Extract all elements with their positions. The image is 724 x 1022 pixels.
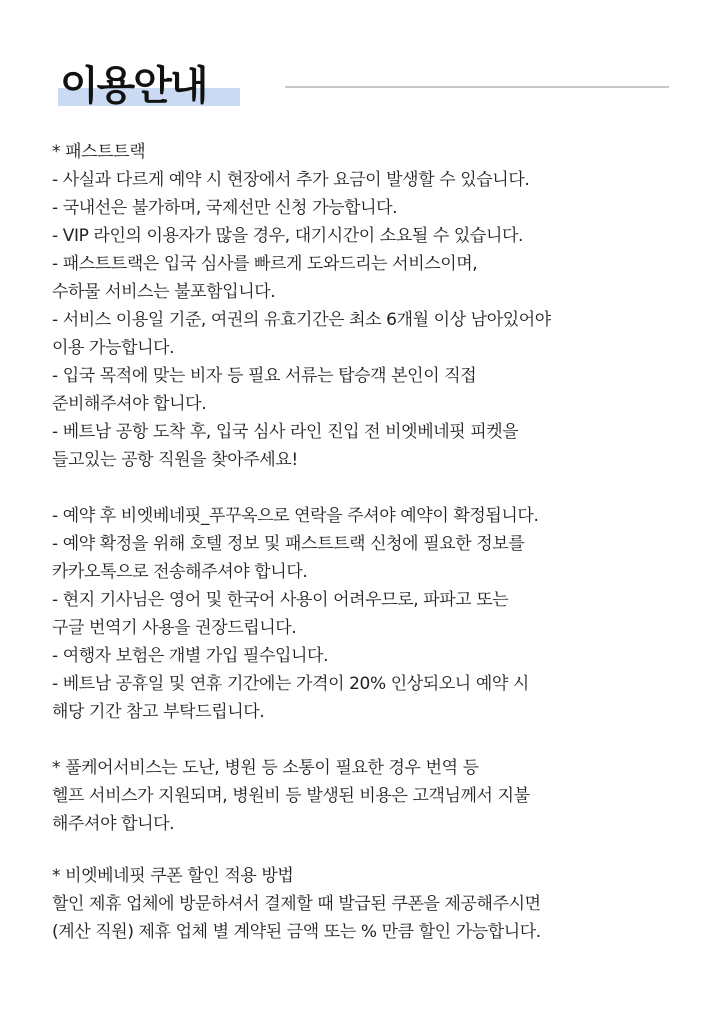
notice-line: * 풀케어서비스는 도난, 병원 등 소통이 필요한 경우 번역 등 [52, 758, 479, 778]
notice-line: - 국내선은 불가하며, 국제선만 신청 가능합니다. [52, 198, 398, 218]
notice-line: - VIP 라인의 이용자가 많을 경우, 대기시간이 소요될 수 있습니다. [52, 226, 523, 246]
section-heading: * 비엣베네핏 쿠폰 할인 적용 방법 [52, 866, 294, 886]
fasttrack-section [52, 138, 714, 474]
notice-line: 이용 가능합니다. [52, 338, 175, 358]
notice-line: 해당 기간 참고 부탁드립니다. [52, 702, 265, 722]
notice-line: - 사실과 다르게 예약 시 현장에서 추가 요금이 발생할 수 있습니다. [52, 170, 530, 190]
notice-line: 해주셔야 합니다. [52, 814, 175, 834]
notice-line: (계산 직원) 제휴 업체 별 계약된 금액 또는 % 만큼 할인 가능합니다. [52, 922, 541, 942]
notice-line: 카카오톡으로 전송해주셔야 합니다. [52, 562, 308, 582]
notice-line: 수하물 서비스는 불포함입니다. [52, 282, 276, 302]
notice-line: 들고있는 공항 직원을 찾아주세요! [52, 450, 298, 470]
notice-line: - 여행자 보험은 개별 가입 필수입니다. [52, 646, 329, 666]
notice-line: - 패스트트랙은 입국 심사를 빠르게 도와드리는 서비스이며, [52, 254, 478, 274]
fullcare-section [52, 754, 714, 838]
notice-line: 할인 제휴 업체에 방문하셔서 결제할 때 발급된 쿠폰을 제공해주시면 [52, 894, 541, 914]
notice-line: - 서비스 이용일 기준, 여권의 유효기간은 최소 6개월 이상 남아있어야 [52, 310, 551, 330]
notice-line: - 베트남 공항 도착 후, 입국 심사 라인 진입 전 비엣베네핏 피켓을 [52, 422, 519, 442]
notice-line: 구글 번역기 사용을 권장드립니다. [52, 618, 297, 638]
notice-line: - 예약 후 비엣베네핏_푸꾸옥으로 연락을 주셔야 예약이 확정됩니다. [52, 506, 539, 526]
booking-section [52, 502, 714, 726]
notice-line: - 예약 확정을 위해 호텔 정보 및 패스트트랙 신청에 필요한 정보를 [52, 534, 525, 554]
notice-line: 헬프 서비스가 지원되며, 병원비 등 발생된 비용은 고객님께서 지불 [52, 786, 530, 806]
notice-line: - 베트남 공휴일 및 연휴 기간에는 가격이 20% 인상되오니 예약 시 [52, 674, 529, 694]
page-title: 이용안내 [60, 63, 207, 109]
notice-line: 준비해주셔야 합니다. [52, 394, 207, 414]
notice-content [52, 138, 714, 946]
notice-line: - 현지 기사님은 영어 및 한국어 사용이 어려우므로, 파파고 또는 [52, 590, 509, 610]
coupon-section [52, 862, 714, 946]
notice-line: - 입국 목적에 맞는 비자 등 필요 서류는 탑승객 본인이 직접 [52, 366, 477, 386]
section-heading: * 패스트트랙 [52, 142, 146, 162]
title-divider [285, 86, 669, 88]
